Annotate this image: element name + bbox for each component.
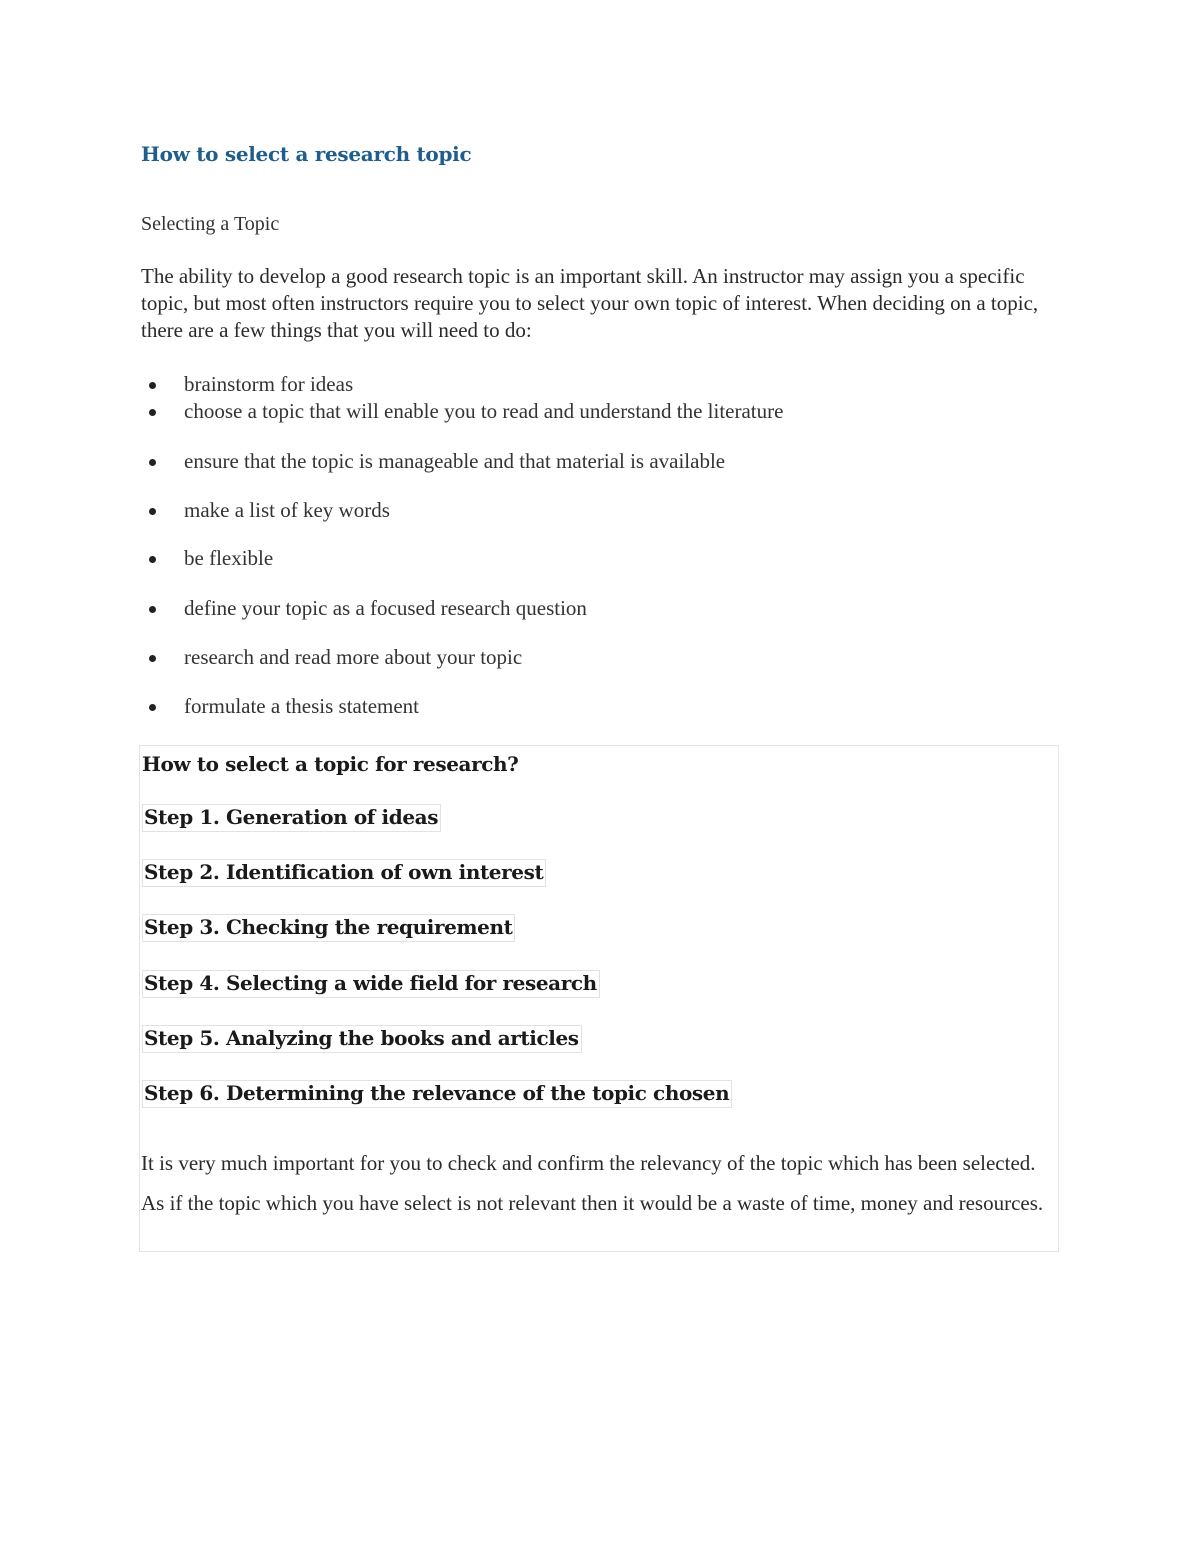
list-item-text: define your topic as a focused research question — [184, 596, 587, 620]
step-item — [142, 804, 441, 832]
step-item — [142, 970, 600, 998]
closing-paragraph: It is very much important for you to check and confirm the relevancy of the topic which has been selected. As if the topic which you have select is not relevant then it would be a waste of time, money and resources. — [141, 1151, 1044, 1215]
list-item-text: make a list of key words — [184, 498, 390, 522]
intro-paragraph: The ability to develop a good research topic is an important skill. An instructor may assign you a specific topic, but most often instructors require you to select your own topic of interest. When deciding on a topic, there are a few things that you will need to do: — [141, 264, 1039, 342]
step-text: Step 2. Identification of own interest — [142, 859, 546, 887]
steps-heading: How to select a topic for research? — [142, 752, 519, 776]
steps-box — [139, 745, 1059, 1252]
bullet-icon — [149, 508, 156, 515]
step-text: Step 4. Selecting a wide field for research — [142, 970, 600, 998]
bullet-icon — [149, 556, 156, 563]
step-text: Step 3. Checking the requirement — [142, 914, 515, 942]
list-item-text: be flexible — [184, 546, 274, 570]
list-item-text: choose a topic that will enable you to read and understand the literature — [184, 399, 784, 423]
list-item-text: brainstorm for ideas — [184, 372, 354, 396]
bullet-icon — [149, 459, 156, 466]
step-text: Step 5. Analyzing the books and articles — [142, 1025, 582, 1053]
document-title: How to select a research topic — [141, 142, 472, 166]
step-text: Step 6. Determining the relevance of the topic chosen — [142, 1080, 732, 1108]
bullet-icon — [149, 704, 156, 711]
step-item — [142, 1080, 732, 1108]
section-heading: Selecting a Topic — [141, 213, 280, 235]
bullet-icon — [149, 382, 156, 389]
step-text: Step 1. Generation of ideas — [142, 804, 441, 832]
bullet-icon — [149, 606, 156, 613]
list-item-text: ensure that the topic is manageable and that material is available — [184, 449, 726, 473]
step-item — [142, 914, 515, 942]
bullet-icon — [149, 655, 156, 662]
step-item — [142, 1025, 582, 1053]
step-item — [142, 859, 546, 887]
list-item-text: research and read more about your topic — [184, 645, 523, 669]
bullet-icon — [149, 409, 156, 416]
list-item-text: formulate a thesis statement — [184, 694, 420, 718]
